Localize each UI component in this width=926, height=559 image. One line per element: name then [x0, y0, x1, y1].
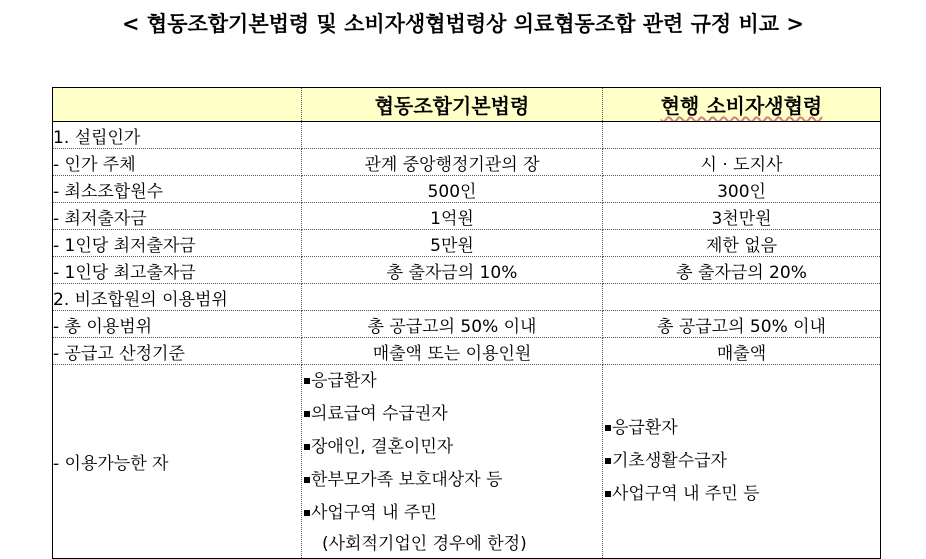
list-item — [603, 445, 880, 478]
cell-cooperative-act: 5만원 — [302, 230, 603, 257]
cell-consumer-coop-act: 3천만원 — [603, 203, 881, 230]
table-row — [53, 230, 881, 257]
square-bullet-icon — [304, 477, 310, 483]
row-label: - 최소조합원수 — [53, 176, 302, 203]
cell-consumer-coop-act: 총 공급고의 50% 이내 — [603, 311, 881, 338]
list-item-note: (사회적기업인 경우에 한정) — [322, 534, 527, 554]
cell-cooperative-act: 1억원 — [302, 203, 603, 230]
header-cooperative-act: 협동조합기본법령 — [302, 88, 603, 122]
list-item-text: 응급환자 — [311, 371, 377, 391]
row-label: - 최저출자금 — [53, 203, 302, 230]
cell-consumer-coop-act — [603, 122, 881, 149]
header-blank — [53, 88, 302, 122]
list-item — [603, 412, 880, 445]
table-row — [53, 257, 881, 284]
square-bullet-icon — [304, 411, 310, 417]
table-row-eligible — [53, 365, 881, 559]
header-consumer-coop-act-text: 현행 소비자생협령 — [660, 94, 823, 118]
cell-consumer-coop-act-eligible — [603, 365, 881, 559]
list-item — [302, 365, 602, 398]
cell-cooperative-act: 총 출자금의 10% — [302, 257, 603, 284]
comparison-table — [52, 87, 881, 559]
list-item-text: 의료급여 수급권자 — [311, 404, 448, 424]
table-row — [53, 176, 881, 203]
table-row — [53, 338, 881, 365]
cell-cooperative-act: 총 공급고의 50% 이내 — [302, 311, 603, 338]
row-label: - 인가 주체 — [53, 149, 302, 176]
row-label: 1. 설립인가 — [53, 122, 302, 149]
cell-consumer-coop-act: 제한 없음 — [603, 230, 881, 257]
cell-cooperative-act — [302, 284, 603, 311]
list-item-text: 사업구역 내 주민 — [311, 503, 437, 523]
list-item-text: 응급환자 — [612, 418, 678, 438]
square-bullet-icon — [304, 378, 310, 384]
list-item — [302, 497, 602, 530]
cell-cooperative-act: 매출액 또는 이용인원 — [302, 338, 603, 365]
row-label: - 이용가능한 자 — [53, 365, 302, 559]
row-label: 2. 비조합원의 이용범위 — [53, 284, 302, 311]
list-item-text: 장애인, 결혼이민자 — [311, 437, 454, 457]
row-label: - 1인당 최고출자금 — [53, 257, 302, 284]
table-header-row — [53, 88, 881, 122]
square-bullet-icon — [605, 458, 611, 464]
square-bullet-icon — [605, 491, 611, 497]
cell-consumer-coop-act: 시 · 도지사 — [603, 149, 881, 176]
list-item — [302, 464, 602, 497]
list-item-text: 사업구역 내 주민 등 — [612, 484, 760, 504]
table-row — [53, 203, 881, 230]
list-item-text: 한부모가족 보호대상자 등 — [311, 470, 503, 490]
list-item — [302, 398, 602, 431]
square-bullet-icon — [304, 510, 310, 516]
row-label: - 총 이용범위 — [53, 311, 302, 338]
table-row — [53, 149, 881, 176]
row-label: - 1인당 최저출자금 — [53, 230, 302, 257]
cell-cooperative-act — [302, 122, 603, 149]
list-item — [302, 431, 602, 464]
cell-cooperative-act: 500인 — [302, 176, 603, 203]
cell-consumer-coop-act: 매출액 — [603, 338, 881, 365]
page-title: < 협동조합기본법령 및 소비자생협법령상 의료협동조합 관련 규정 비교 > — [122, 11, 804, 36]
table-row — [53, 311, 881, 338]
cell-consumer-coop-act: 총 출자금의 20% — [603, 257, 881, 284]
square-bullet-icon — [304, 444, 310, 450]
list-item — [603, 478, 880, 511]
cell-consumer-coop-act: 300인 — [603, 176, 881, 203]
header-consumer-coop-act — [603, 88, 881, 122]
cell-cooperative-act-eligible — [302, 365, 603, 559]
cell-cooperative-act: 관계 중앙행정기관의 장 — [302, 149, 603, 176]
table-row — [53, 122, 881, 149]
row-label: - 공급고 산정기준 — [53, 338, 302, 365]
table-row — [53, 284, 881, 311]
cell-consumer-coop-act — [603, 284, 881, 311]
list-item-text: 기초생활수급자 — [612, 451, 727, 471]
square-bullet-icon — [605, 425, 611, 431]
